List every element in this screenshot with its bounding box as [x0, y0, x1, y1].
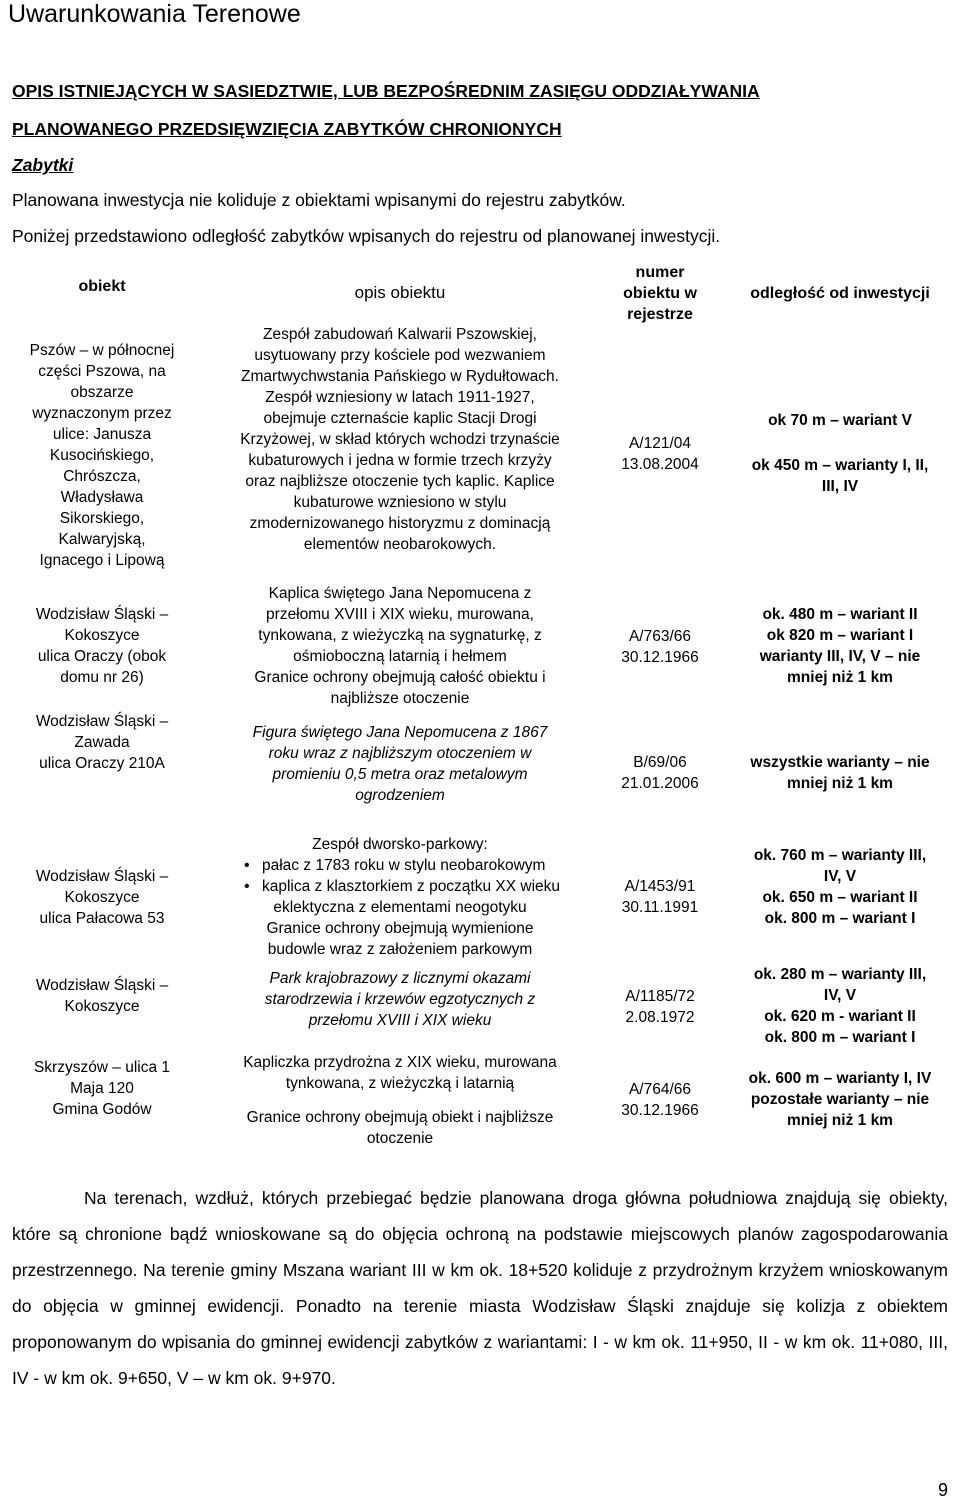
row3c-obiekt: Skrzyszów – ulica 1 Maja 120 Gmina Godów: [33, 1059, 171, 1118]
row3a-odleglosc: ok. 760 m – warianty III, IV, V ok. 650 m – wariant II ok. 800 m – wariant I: [753, 847, 927, 927]
row3b-obiekt: Wodzisław Śląski – Kokoszyce: [35, 977, 169, 1015]
row3b-odleglosc: ok. 280 m – warianty III, IV, V ok. 620 m - wariant II ok. 800 m – wariant I: [753, 966, 927, 1046]
row2b-obiekt: Wodzisław Śląski – Zawada ulica Oraczy 210A: [35, 713, 169, 772]
row1-numer: A/121/04 13.08.2004: [621, 435, 699, 473]
list-item: • pałac z 1783 roku w stylu neobarokowym: [240, 855, 560, 876]
row2b-numer: B/69/06 21.01.2006: [621, 754, 699, 792]
header-odleglosc: odległość od inwestycji: [750, 285, 930, 302]
page-number: 9: [937, 1480, 948, 1500]
row1-obiekt: Pszów – w północnej części Pszowa, na obszarze wyznaczonym przez ulice: Janusza Kusocińskiego, Chrószcza, Władysława Sikorskiego, Kalwaryjską, Ignacego i Lipową: [29, 342, 175, 569]
row2a-numer: A/763/66 30.12.1966: [621, 628, 699, 666]
row2a-odleglosc: ok. 480 m – wariant II ok 820 m – wariant I warianty III, IV, V – nie mniej niż 1 km: [759, 606, 921, 686]
row3a-numer: A/1453/91 30.11.1991: [621, 878, 699, 916]
header-obiekt: obiekt: [78, 278, 126, 295]
page-title: Uwarunkowania Terenowe: [8, 0, 301, 28]
row3a-obiekt: Wodzisław Śląski – Kokoszyce ulica Pałacowa 53: [35, 868, 169, 927]
row3c-opis-1: Kapliczka przydrożna z XIX wieku, murowana tynkowana, z wieżyczką i latarnią: [243, 1054, 557, 1092]
row3c-odleglosc: ok. 600 m – warianty I, IV pozostałe warianty – nie mniej niż 1 km: [748, 1070, 932, 1129]
row3b-opis: Park krajobrazowy z licznymi okazami starodrzewia i krzewów egzotycznych z przełomu XVIII i XIX wieku: [264, 970, 536, 1029]
subheading-zabytki: Zabytki: [12, 155, 74, 175]
header-numer: numer obiektu w rejestrze: [623, 264, 697, 323]
row3b-numer: A/1185/72 2.08.1972: [625, 988, 695, 1026]
row2b-odleglosc: wszystkie warianty – nie mniej niż 1 km: [750, 754, 930, 792]
section-heading-line-2: PLANOWANEGO PRZEDSIĘWZIĘCIA ZABYTKÓW CHRONIONYCH: [12, 119, 562, 139]
row2b-opis: Figura świętego Jana Nepomucena z 1867 roku wraz z najbliższym otoczeniem w promieniu 0,5 metra oraz metalowym ogrodzeniem: [252, 724, 548, 804]
row1-odleglosc-1: ok 70 m – wariant V: [768, 412, 912, 429]
intro-paragraph-1: Planowana inwestycja nie koliduje z obiektami wpisanymi do rejestru zabytków.: [12, 190, 626, 210]
header-opis: opis obiektu: [354, 283, 446, 302]
section-heading-line-1: OPIS ISTNIEJĄCYCH W SASIEDZTWIE, LUB BEZPOŚREDNIM ZASIĘGU ODDZIAŁYWANIA: [12, 81, 760, 101]
row2a-opis: Kaplica świętego Jana Nepomucena z przełomu XVIII i XIX wieku, murowana, tynkowana, z wieżyczką na sygnaturkę, z ośmioboczną latarnią i hełmem Granice ochrony obejmują całość obiektu i najbliższe otoczenie: [254, 585, 546, 707]
row1-opis: Zespół zabudowań Kalwarii Pszowskiej, usytuowany przy kościele pod wezwaniem Zmartwychwstania Pańskiego w Rydułtowach. Zespół wzniesiony w latach 1911-1927, obejmuje czternaście kaplic Stacji Drogi Krzyżowej, w skład których wchodzi trzynaście kubaturowych i jedna w formie trzech krzyży oraz najbliższe otoczenie tych kaplic. Kaplice kubaturowe wzniesiono w stylu zmodernizowanego historyzmu z dominacją elementów neobarokowych.: [240, 326, 560, 553]
body-paragraph: Na terenach, wzdłuż, których przebiegać będzie planowana droga główna południowa znajdują się obiekty, które są chronione bądź wnioskowane są do objęcia ochroną na podstawie miejscowych planów zagospodarowania przestrzennego. Na terenie gminy Mszana wariant III w km ok. 18+520 koliduje z przydrożnym krzyżem wnioskowanym do objęcia w gminnej ewidencji. Ponadto na terenie miasta Wodzisław Śląski znajduje się kolizja z obiektem proponowanym do wpisania do gminnej ewidencji zabytków z wariantami: I - w km ok. 11+950, II - w km ok. 11+080, III, IV - w km ok. 9+650, V – w km ok. 9+970.: [12, 1188, 948, 1388]
row3a-opis: Zespół dworsko-parkowy: • pałac z 1783 roku w stylu neobarokowym • kaplica z klasztorkiem z początku XX wieku eklektyczna z elementami neogotyku Granice ochrony obejmują wymienione budowle wraz z założeniem parkowym: [196, 834, 604, 960]
row3c-opis-2: Granice ochrony obejmują obiekt i najbliższe otoczenie: [246, 1109, 554, 1147]
row1-odleglosc-2: ok 450 m – warianty I, II, III, IV: [751, 457, 929, 495]
row3c-numer: A/764/66 30.12.1966: [621, 1081, 699, 1119]
list-item: • kaplica z klasztorkiem z początku XX wieku: [240, 876, 560, 897]
row2a-obiekt: Wodzisław Śląski – Kokoszyce ulica Oraczy (obok domu nr 26): [35, 606, 169, 686]
intro-paragraph-2: Poniżej przedstawiono odległość zabytków wpisanych do rejestru od planowanej inwestycji.: [12, 226, 721, 246]
